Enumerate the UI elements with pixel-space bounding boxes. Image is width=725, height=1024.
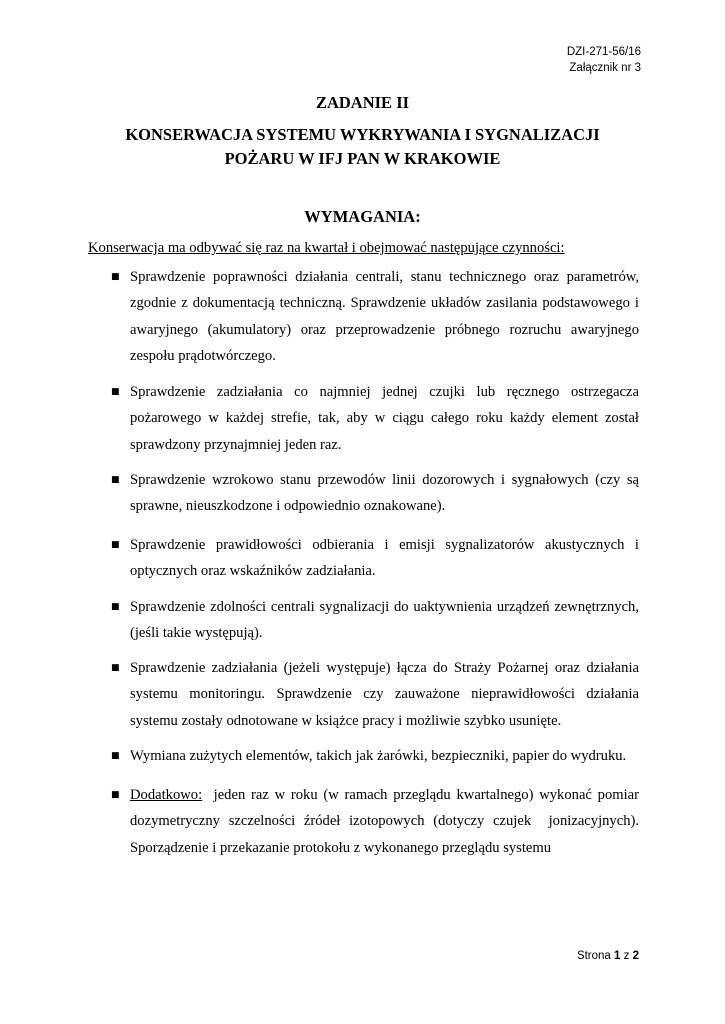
list-item (111, 467, 639, 520)
bullet-icon: ■ (111, 602, 120, 612)
list-item-text: Sprawdzenie poprawności działania centrali, stanu technicznego oraz parametrów, zgodnie z dokumentacją techniczną. Sprawdzenie układów zasilania podstawowego i awaryjnego (akumulatory) oraz przeprowadzenie próbnego rozruchu awaryjnego zespołu prądotwórczego. (130, 269, 639, 364)
total-pages: 2 (632, 950, 639, 962)
bullet-icon: ■ (111, 663, 120, 673)
list-item (111, 594, 639, 647)
list-item (111, 264, 639, 369)
additional-label: Dodatkowo: (130, 787, 203, 803)
subject-title-line-2: POŻARU W IFJ PAN W KRAKOWIE (224, 149, 501, 168)
subject-title-line-1: KONSERWACJA SYSTEMU WYKRYWANIA I SYGNALIZACJI (125, 125, 600, 144)
list-item-text: Wymiana zużytych elementów, takich jak żarówki, bezpieczniki, papier do wydruku. (130, 748, 627, 764)
list-item-text: Sprawdzenie wzrokowo stanu przewodów linii dozorowych i sygnałowych (czy są sprawne, nieuszkodzone i odpowiednio oznakowane). (130, 472, 639, 515)
bullet-icon: ■ (111, 272, 120, 282)
list-item (111, 743, 639, 769)
bullet-icon: ■ (111, 751, 120, 761)
requirements-heading: WYMAGANIA: (304, 207, 421, 226)
list-item-text: Sprawdzenie prawidłowości odbierania i emisji sygnalizatorów akustycznych i optycznych oraz wskaźników zadziałania. (130, 537, 639, 580)
bullet-icon: ■ (111, 540, 120, 550)
list-item-text: Sprawdzenie zadziałania (jeżeli występuje) łącza do Straży Pożarnej oraz działania systemu monitoringu. Sprawdzenie czy zauważone nieprawidłowości działania systemu zostały odnotowane w książce pracy i możliwie szybko usunięte. (130, 660, 639, 729)
list-item (111, 655, 639, 734)
additional-text: jeden raz w roku (w ramach przeglądu kwartalnego) wykonać pomiar dozymetryczny szczelności źródeł izotopowych (dotyczy czujek jonizacyjnych). Sporządzenie i przekazanie protokołu z wykonanego przeglądu systemu (130, 787, 643, 856)
attachment-label: Załącznik nr 3 (569, 62, 641, 74)
current-page: 1 (614, 950, 621, 962)
bullet-icon: ■ (111, 790, 120, 800)
of-word: z (623, 950, 630, 962)
list-item (111, 379, 639, 458)
list-item-additional (111, 782, 643, 861)
list-item-text: Sprawdzenie zadziałania co najmniej jednej czujki lub ręcznego ostrzegacza pożarowego w każdej strefie, tak, aby w ciągu całego roku każdy element został sprawdzony przynajmniej jeden raz. (130, 384, 639, 453)
document-number: DZI-271-56/16 (566, 46, 641, 58)
page-number (577, 948, 639, 964)
task-title: ZADANIE II (315, 93, 410, 112)
intro-text: Konserwacja ma odbywać się raz na kwartał i obejmować następujące czynności: (88, 240, 565, 256)
document-reference (567, 44, 641, 76)
bullet-icon: ■ (111, 387, 120, 397)
list-item-text: Sprawdzenie zdolności centrali sygnalizacji do uaktywnienia urządzeń zewnętrznych, (jeśli takie występują). (130, 599, 639, 642)
bullet-icon: ■ (111, 475, 120, 485)
page-word: Strona (576, 950, 611, 962)
list-item (111, 532, 639, 585)
